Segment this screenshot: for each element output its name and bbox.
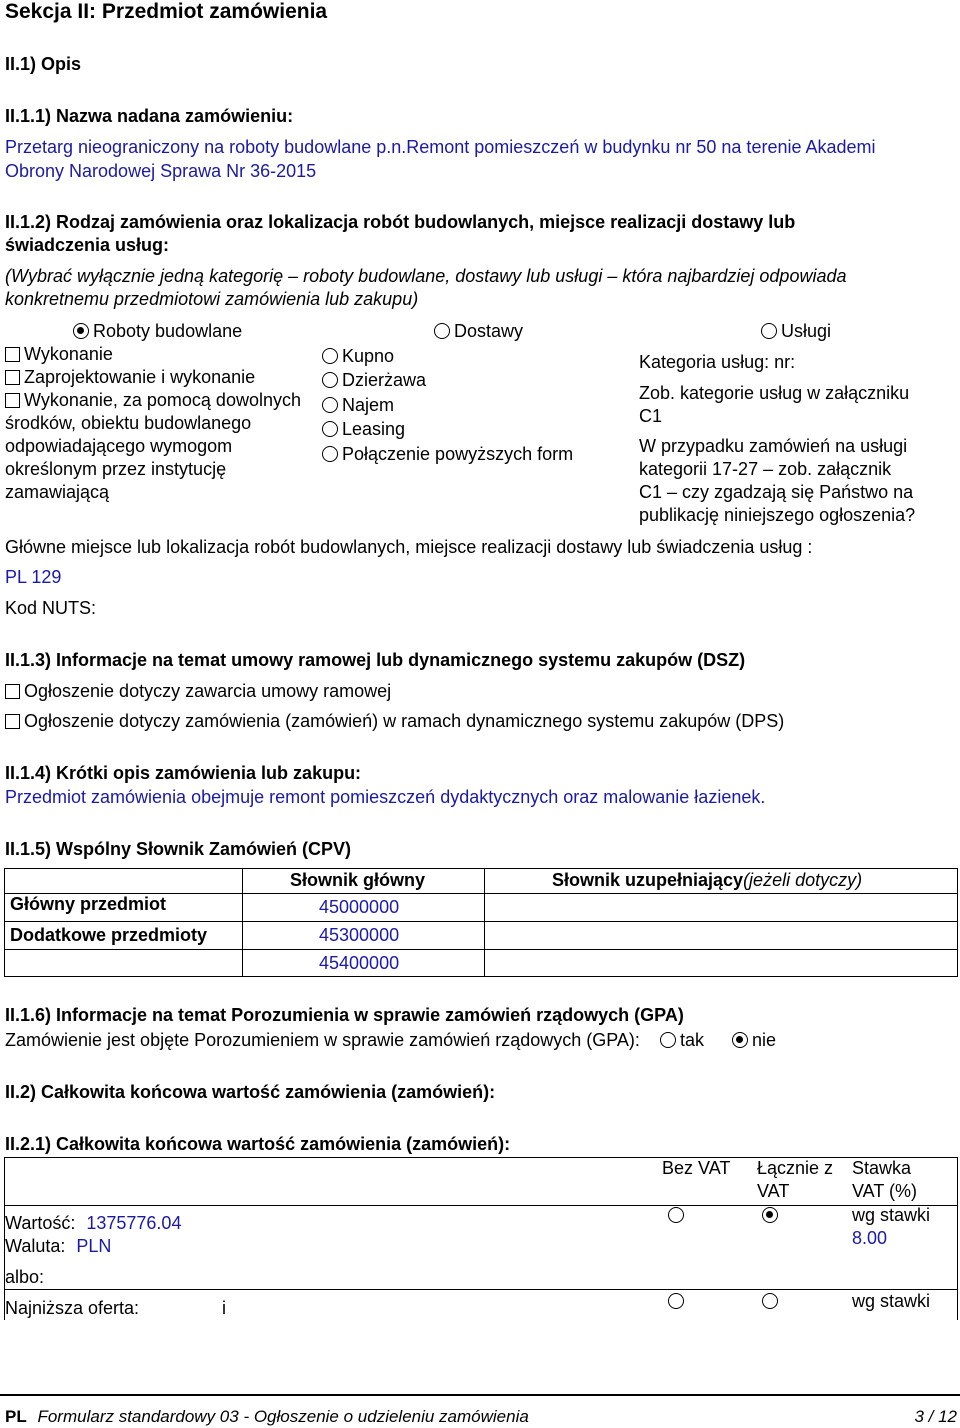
value-col-gross-2: VAT [757, 1181, 790, 1201]
radio-icon[interactable] [761, 323, 777, 339]
services-annex-line1: Zob. kategorie usług w załączniku [639, 383, 910, 403]
value-col-rate-1: Stawka [852, 1158, 912, 1178]
heading-ii12-line1: II.1.2) Rodzaj zamówienia oraz lokalizacja robót budowlanych, miejsce realizacji dostawy lub [5, 212, 796, 232]
heading-ii21: II.2.1) Całkowita końcowa wartość zamówienia (zamówień): [5, 1134, 511, 1154]
value-col-net: Bez VAT [662, 1158, 731, 1178]
value-col-gross-1: Łącznie z [757, 1158, 834, 1178]
checkbox-icon[interactable] [5, 714, 20, 729]
supplies-option-lease[interactable]: Dzierżawa [322, 369, 426, 392]
cpv-col-supp: Słownik uzupełniający(jeżeli dotyczy) [552, 870, 863, 890]
radio-icon[interactable] [762, 1293, 778, 1309]
supplies-option-combination[interactable]: Połączenie powyższych form [322, 443, 573, 466]
cpv-main-code: 45000000 [319, 897, 400, 917]
value-row: Wartość: 1375776.04 [5, 1213, 182, 1233]
services-annex-line2: C1 [639, 406, 663, 426]
location-label: Główne miejsce lub lokalizacja robót budowlanych, miejsce realizacji dostawy lub świadczenia usług : [5, 537, 813, 557]
cpv-col-main: Słownik główny [290, 870, 426, 890]
radio-icon[interactable] [660, 1032, 676, 1048]
radio-icon[interactable] [668, 1293, 684, 1309]
radio-icon[interactable] [322, 397, 338, 413]
category-supplies[interactable]: Dostawy [434, 320, 523, 343]
works-option-text: odpowiadającego wymogom [5, 436, 233, 456]
vat-rate-value: 8.00 [852, 1228, 888, 1248]
services-category-label: Kategoria usług: nr: [639, 352, 796, 372]
radio-icon[interactable] [762, 1207, 778, 1223]
checkbox-icon[interactable] [5, 347, 20, 362]
works-option-execution[interactable]: Wykonanie [5, 343, 113, 366]
supplies-option-rental[interactable]: Najem [322, 394, 394, 417]
lowest-offer-separator: i [222, 1298, 226, 1318]
footer-form-name: Formularz standardowy 03 - Ogłoszenie o udzieleniu zamówienia [37, 1407, 529, 1426]
footer-page: 3 / 12 [914, 1407, 957, 1426]
works-option-any-means[interactable]: Wykonanie, za pomocą dowolnych [5, 389, 301, 412]
footer-form [5, 1406, 529, 1427]
lowest-gross-radio[interactable] [762, 1290, 782, 1313]
category-services[interactable]: Usługi [761, 320, 831, 343]
dps-option[interactable]: Ogłoszenie dotyczy zamówienia (zamówień) w ramach dynamicznego systemu zakupów (DPS) [5, 710, 784, 733]
services-question-line1: W przypadku zamówień na usługi [639, 436, 908, 456]
contract-title-line1: Przetarg nieograniczony na roboty budowlane p.n.Remont pomieszczeń w budynku nr 50 na terenie Akademi [5, 137, 876, 157]
gpa-question: Zamówienie jest objęte Porozumieniem w sprawie zamówień rządowych (GPA): tak nie [5, 1030, 777, 1050]
radio-icon[interactable] [322, 348, 338, 364]
heading-ii11: II.1.1) Nazwa nadana zamówieniu: [5, 106, 294, 126]
framework-agreement-option[interactable]: Ogłoszenie dotyczy zawarcia umowy ramowej [5, 680, 391, 703]
checkbox-icon[interactable] [5, 370, 20, 385]
footer-divider [0, 1394, 960, 1396]
short-description: Przedmiot zamówienia obejmuje remont pomieszczeń dydaktycznych oraz malowanie łazienek. [5, 787, 766, 807]
nuts-label: Kod NUTS: [5, 598, 97, 618]
category-note-line1: (Wybrać wyłącznie jedną kategorię – roboty budowlane, dostawy lub usługi – która najbardziej odpowiada [5, 266, 847, 286]
net-radio[interactable] [668, 1204, 688, 1227]
checkbox-icon[interactable] [5, 684, 20, 699]
category-note-line2: konkretnemu przedmiotowi zamówienia lub zakupu) [5, 289, 419, 309]
services-question-line3: C1 – czy zgadzają się Państwo na [639, 482, 914, 502]
checkbox-icon[interactable] [5, 393, 20, 408]
total-value: 1375776.04 [86, 1213, 182, 1233]
radio-icon[interactable] [668, 1207, 684, 1223]
heading-ii2: II.2) Całkowita końcowa wartość zamówienia (zamówień): [5, 1082, 496, 1102]
footer-lang: PL [5, 1407, 27, 1426]
works-option-text: zamawiającą [5, 482, 110, 502]
vat-rate-label: wg stawki [852, 1205, 931, 1225]
lowest-rate-label: wg stawki [852, 1291, 931, 1311]
heading-ii12-line2: świadczenia usług: [5, 235, 170, 255]
works-option-design-execution[interactable]: Zaprojektowanie i wykonanie [5, 366, 255, 389]
or-label: albo: [5, 1267, 45, 1287]
radio-icon[interactable] [434, 323, 450, 339]
currency-row: Waluta: PLN [5, 1236, 112, 1256]
cpv-row-main-label: Główny przedmiot [10, 894, 167, 914]
radio-icon[interactable] [322, 446, 338, 462]
services-question-line4: publikację niniejszego ogłoszenia? [639, 505, 916, 525]
works-option-text: określonym przez instytucję [5, 459, 227, 479]
lowest-offer-label: Najniższa oferta: [5, 1298, 140, 1318]
location-value: PL 129 [5, 567, 62, 587]
contract-title-line2: Obrony Narodowej Sprawa Nr 36-2015 [5, 161, 317, 181]
gpa-yes-option[interactable]: tak [660, 1030, 704, 1050]
value-col-rate-2: VAT (%) [852, 1181, 918, 1201]
radio-icon[interactable] [73, 323, 89, 339]
gross-radio[interactable] [762, 1204, 782, 1227]
cpv-add-code: 45400000 [319, 953, 400, 973]
section-title: Sekcja II: Przedmiot zamówienia [5, 0, 328, 23]
gpa-no-option[interactable]: nie [732, 1030, 776, 1050]
radio-icon[interactable] [732, 1032, 748, 1048]
supplies-option-purchase[interactable]: Kupno [322, 345, 394, 368]
heading-ii14: II.1.4) Krótki opis zamówienia lub zakupu: [5, 763, 362, 783]
radio-icon[interactable] [322, 372, 338, 388]
works-option-text: środków, obiektu budowlanego [5, 413, 252, 433]
services-question-line2: kategorii 17-27 – zob. załącznik [639, 459, 892, 479]
heading-ii16: II.1.6) Informacje na temat Porozumienia w sprawie zamówień rządowych (GPA) [5, 1005, 684, 1025]
cpv-add-code: 45300000 [319, 925, 400, 945]
heading-ii15: II.1.5) Wspólny Słownik Zamówień (CPV) [5, 839, 352, 859]
lowest-net-radio[interactable] [668, 1290, 688, 1313]
radio-icon[interactable] [322, 421, 338, 437]
heading-ii1: II.1) Opis [5, 54, 82, 74]
supplies-option-leasing[interactable]: Leasing [322, 418, 405, 441]
cpv-row-add-label: Dodatkowe przedmioty [10, 925, 208, 945]
category-works[interactable]: Roboty budowlane [73, 320, 242, 343]
heading-ii13: II.1.3) Informacje na temat umowy ramowej lub dynamicznego systemu zakupów (DSZ) [5, 650, 746, 670]
currency-value: PLN [76, 1236, 112, 1256]
